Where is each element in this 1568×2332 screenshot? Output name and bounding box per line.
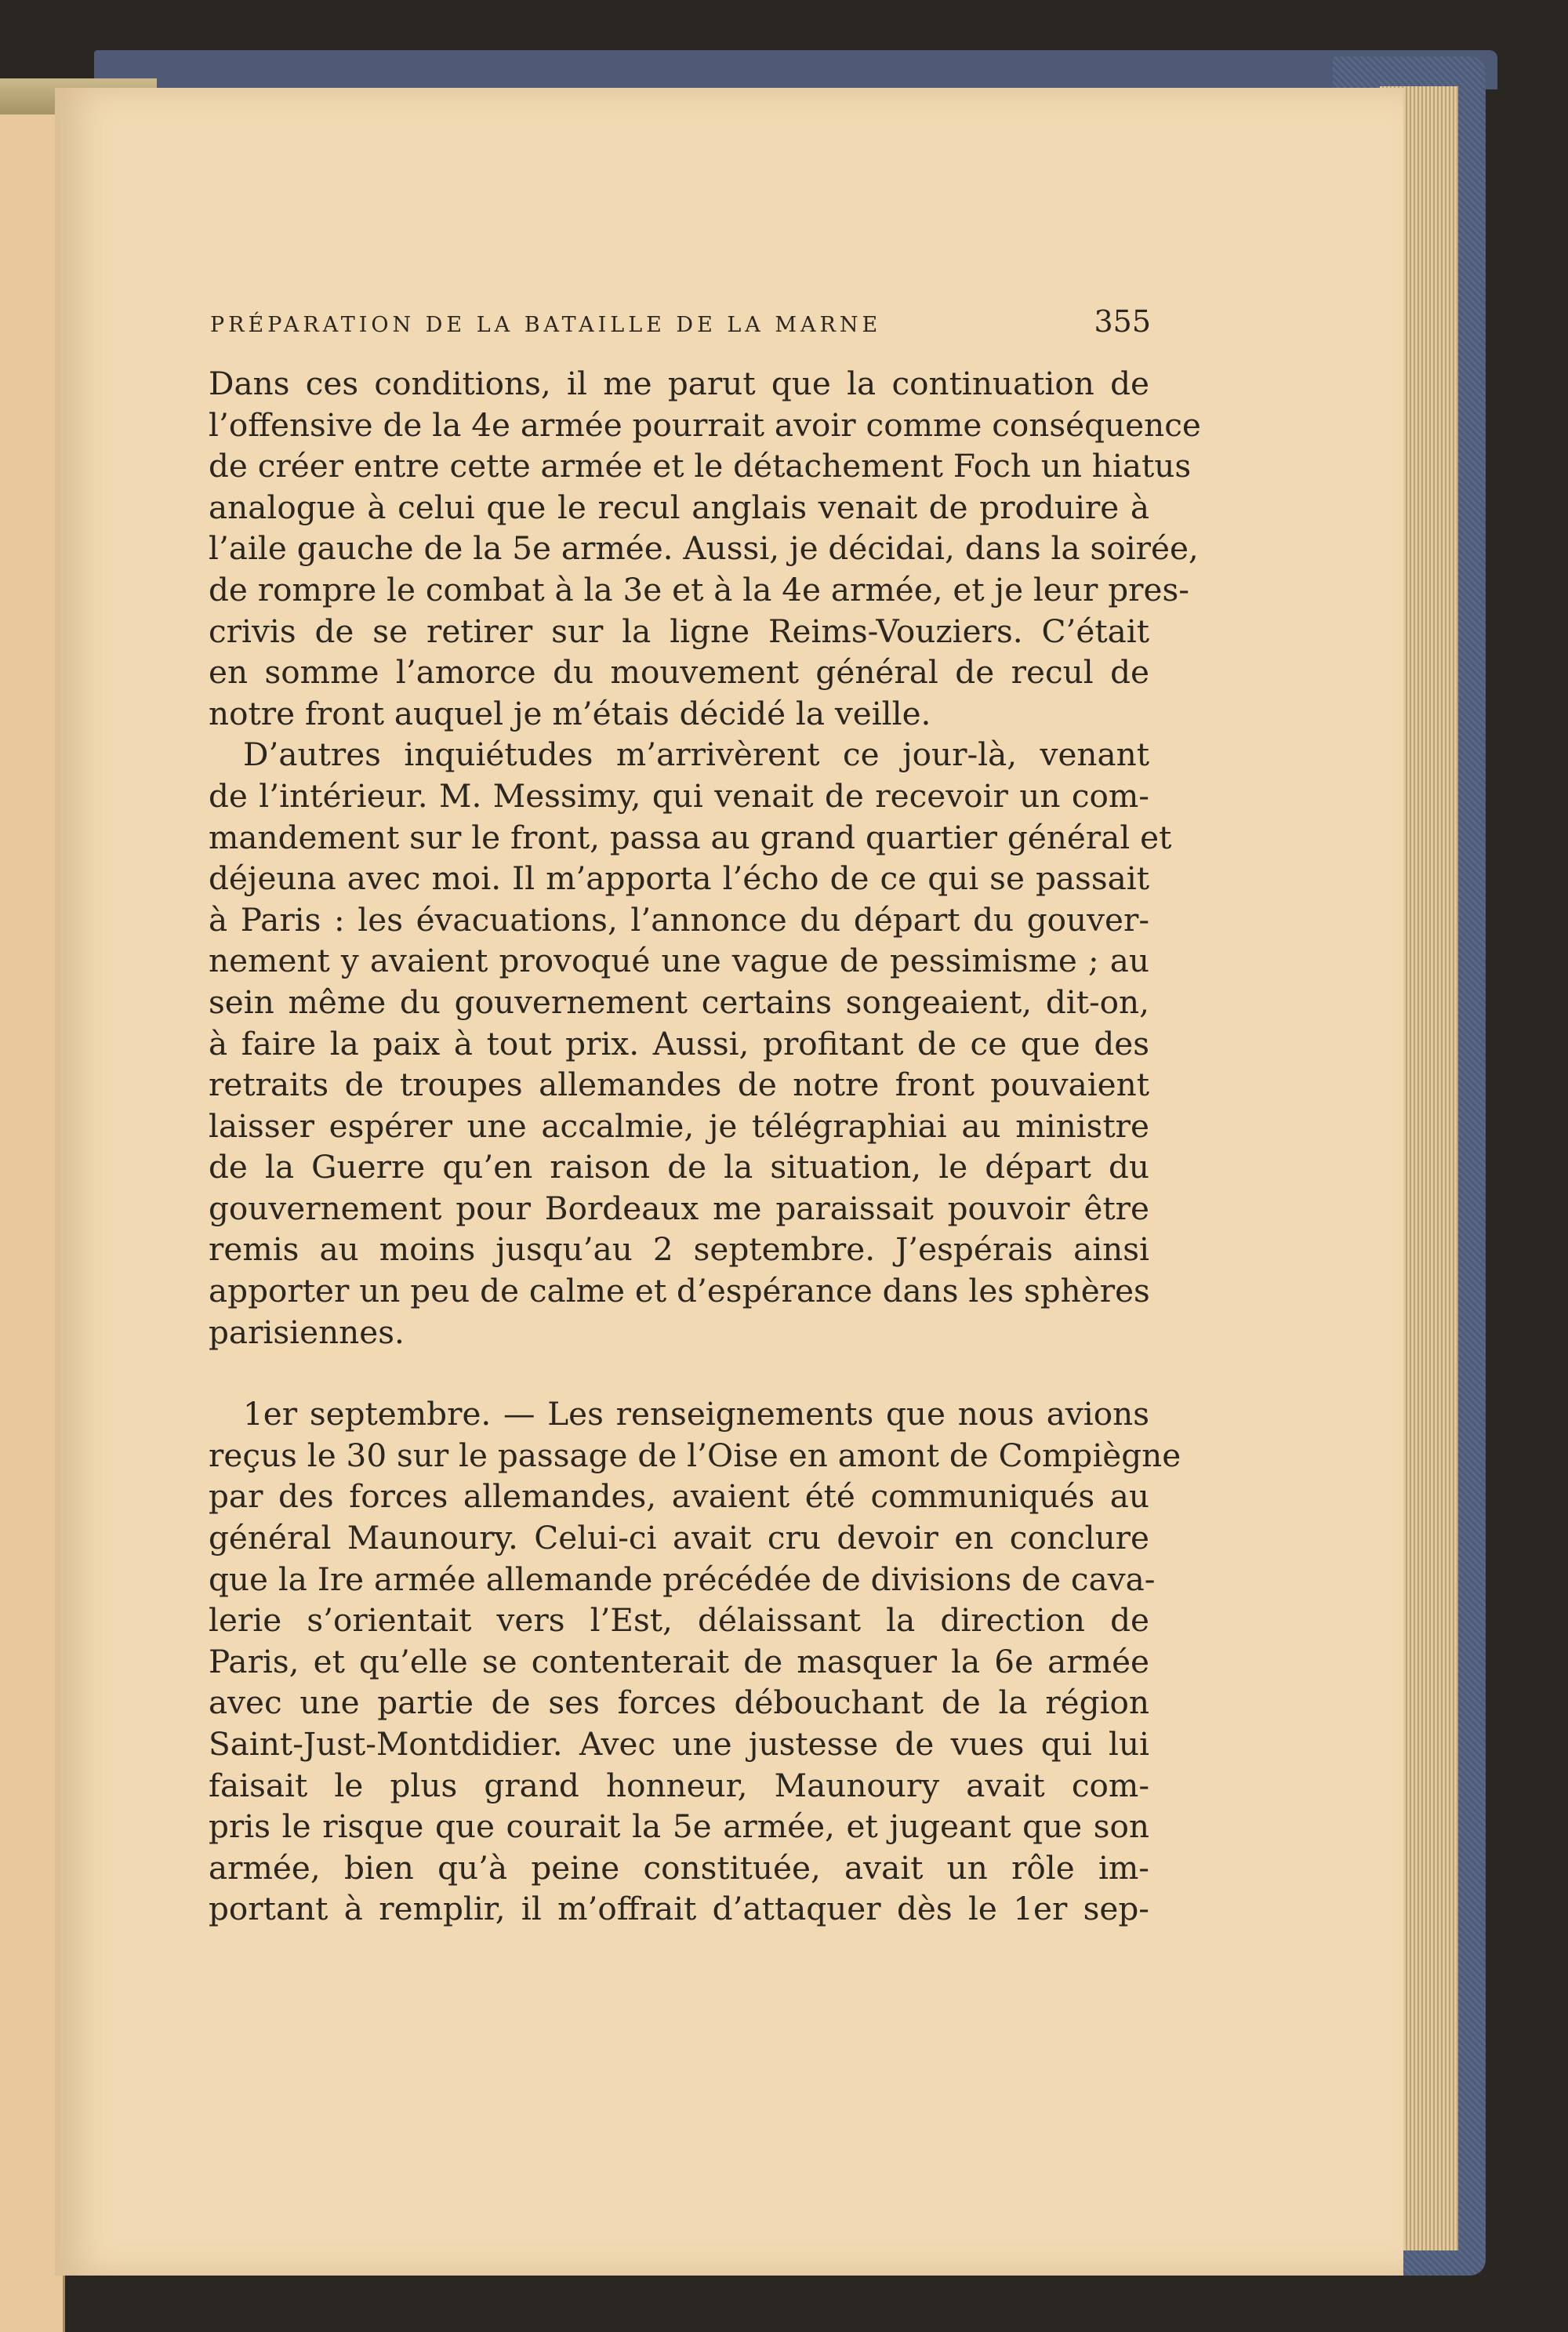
text-line: gouvernement pour Bordeaux me paraissait pouvoir être (209, 1189, 1149, 1227)
text-line: déjeuna avec moi. Il m’apporta l’écho de ce qui se passait (209, 859, 1149, 898)
page-number: 355 (1094, 304, 1151, 339)
text-line: lerie s’orientait vers l’Est, délaissant la direction de (209, 1601, 1149, 1640)
text-line: notre front auquel je m’étais décidé la veille. (209, 694, 931, 732)
text-line: avec une partie de ses forces débouchant de la région (209, 1684, 1149, 1722)
text-line: analogue à celui que le recul anglais venait de produire à (209, 488, 1149, 526)
text-line: laisser espérer une accalmie, je télégraphiai au ministre (209, 1106, 1149, 1145)
text-line: de créer entre cette armée et le détachement Foch un hiatus (209, 447, 1192, 485)
text-line: reçus le 30 sur le passage de l’Oise en amont de Compiègne (209, 1436, 1181, 1474)
text-line: parisiennes. (209, 1313, 405, 1351)
text-line: par des forces allemandes, avaient été communiqués au (209, 1477, 1149, 1516)
text-line: Saint-Just-Montdidier. Avec une justesse de vues qui lui (209, 1725, 1149, 1763)
text-line: mandement sur le front, passa au grand quartier général et (209, 818, 1172, 856)
text-line: apporter un peu de calme et d’espérance dans les sphères (209, 1272, 1150, 1310)
text-line: armée, bien qu’à peine constituée, avait un rôle im- (209, 1848, 1149, 1887)
text-line: général Maunoury. Celui-ci avait cru devoir en conclure (209, 1519, 1149, 1557)
text-line: l’offensive de la 4e armée pourrait avoir comme conséquence (209, 405, 1201, 444)
text-line: crivis de se retirer sur la ligne Reims-Vouziers. C’était (209, 612, 1149, 650)
page-header (210, 304, 1151, 339)
text-line: en somme l’amorce du mouvement général de recul de (209, 653, 1149, 692)
text-line: sein même du gouvernement certains songeaient, dit-on, (209, 983, 1149, 1021)
text-line: retraits de troupes allemandes de notre front pouvaient (209, 1066, 1149, 1104)
text-line: faisait le plus grand honneur, Maunoury avait com- (209, 1766, 1149, 1804)
text-line: pris le risque que courait la 5e armée, et jugeant que son (209, 1807, 1149, 1846)
text-line: à Paris : les évacuations, l’annonce du départ du gouver- (209, 900, 1149, 939)
text-line: de rompre le combat à la 3e et à la 4e armée, et je leur pres- (209, 570, 1189, 608)
text-line: nement y avaient provoqué une vague de pessimisme ; au (209, 942, 1149, 980)
text-line: de l’intérieur. M. Messimy, qui venait de recevoir un com- (209, 776, 1149, 815)
text-line-dated: 1er septembre. — Les renseignements que nous avions (243, 1395, 1149, 1433)
text-line: remis au moins jusqu’au 2 septembre. J’espérais ainsi (209, 1230, 1149, 1269)
text-line: que la Ire armée allemande précédée de divisions de cava- (209, 1560, 1156, 1598)
text-line: l’aile gauche de la 5e armée. Aussi, je décidai, dans la soirée, (209, 529, 1199, 568)
text-line: D’autres inquiétudes m’arrivèrent ce jour-là, venant (243, 736, 1149, 774)
text-line: de la Guerre qu’en raison de la situation, le départ du (209, 1148, 1149, 1186)
text-line: Paris, et qu’elle se contenterait de masquer la 6e armée (209, 1642, 1149, 1680)
text-line: Dans ces conditions, il me parut que la continuation de (209, 365, 1149, 402)
text-line: à faire la paix à tout prix. Aussi, profitant de ce que des (209, 1024, 1149, 1062)
book-cover-top (94, 50, 1497, 89)
running-head: PRÉPARATION DE LA BATAILLE DE LA MARNE (210, 313, 882, 337)
paragraph-gap (209, 1353, 1149, 1393)
body-text (209, 363, 1201, 1930)
text-line: portant à remplir, il m’offrait d’attaquer dès le 1er sep- (209, 1890, 1149, 1928)
